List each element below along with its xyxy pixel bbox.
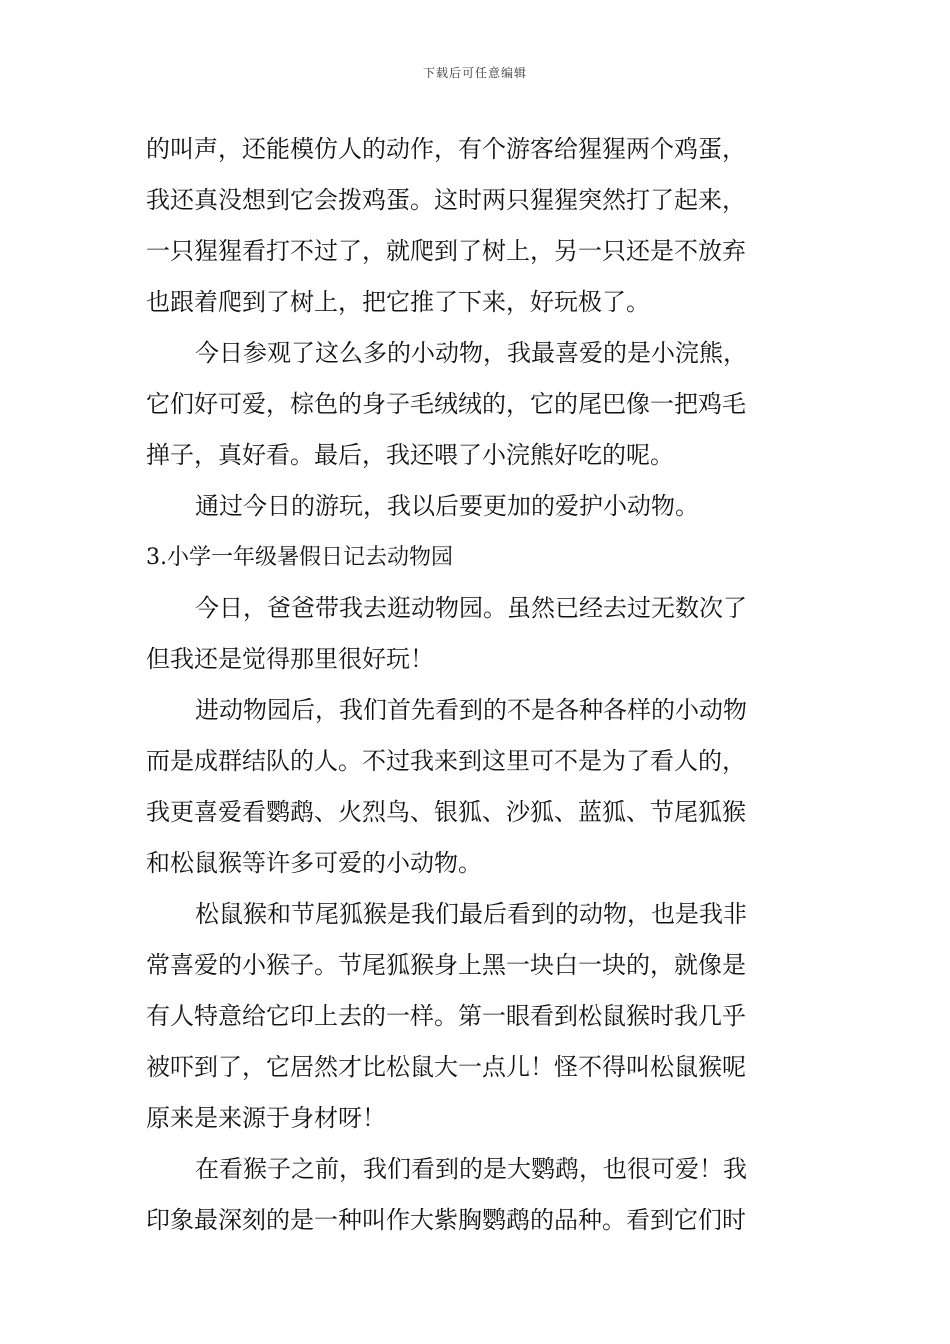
- text-line: 的叫声，还能模仿人的动作，有个游客给猩猩两个鸡蛋，: [146, 135, 746, 163]
- text-line: 一只猩猩看打不过了，就爬到了树上，另一只还是不放弃: [146, 237, 746, 265]
- text-line: 我更喜爱看鹦鹉、火烈鸟、银狐、沙狐、蓝狐、节尾狐猴: [146, 798, 746, 826]
- text-line: 也跟着爬到了树上，把它推了下来，好玩极了。: [146, 288, 650, 316]
- text-line: 掸子，真好看。最后，我还喂了小浣熊好吃的呢。: [146, 441, 674, 469]
- text-line: 在看猴子之前，我们看到的是大鹦鹉，也很可爱！我: [195, 1155, 747, 1183]
- page-header: 下载后可任意编辑: [422, 66, 527, 80]
- text-line: 今日，爸爸带我去逛动物园。虽然已经去过无数次了: [195, 594, 747, 622]
- text-line: 和松鼠猴等许多可爱的小动物。: [146, 849, 482, 877]
- text-line: 我还真没想到它会拨鸡蛋。这时两只猩猩突然打了起来，: [146, 186, 746, 214]
- text-line: 有人特意给它印上去的一样。第一眼看到松鼠猴时我几乎: [146, 1002, 746, 1030]
- text-line: 进动物园后，我们首先看到的不是各种各样的小动物: [195, 696, 747, 724]
- text-line: 今日参观了这么多的小动物，我最喜爱的是小浣熊，: [195, 339, 747, 367]
- text-line: 但我还是觉得那里很好玩！: [146, 645, 434, 673]
- text-line: 松鼠猴和节尾狐猴是我们最后看到的动物，也是我非: [195, 900, 747, 928]
- section-heading: 3.小学一年级暑假日记去动物园: [146, 545, 453, 570]
- text-line: 被吓到了，它居然才比松鼠大一点儿！怪不得叫松鼠猴呢: [146, 1053, 746, 1081]
- text-line: 而是成群结队的人。不过我来到这里可不是为了看人的，: [146, 747, 746, 775]
- text-line: 通过今日的游玩，我以后要更加的爱护小动物。: [195, 492, 699, 520]
- text-line: 它们好可爱，棕色的身子毛绒绒的，它的尾巴像一把鸡毛: [146, 390, 746, 418]
- text-line: 常喜爱的小猴子。节尾狐猴身上黑一块白一块的，就像是: [146, 951, 746, 979]
- body-text: [146, 124, 806, 1246]
- text-line: 印象最深刻的是一种叫作大紫胸鹦鹉的品种。看到它们时: [146, 1206, 746, 1234]
- text-line: 原来是来源于身材呀！: [146, 1104, 386, 1132]
